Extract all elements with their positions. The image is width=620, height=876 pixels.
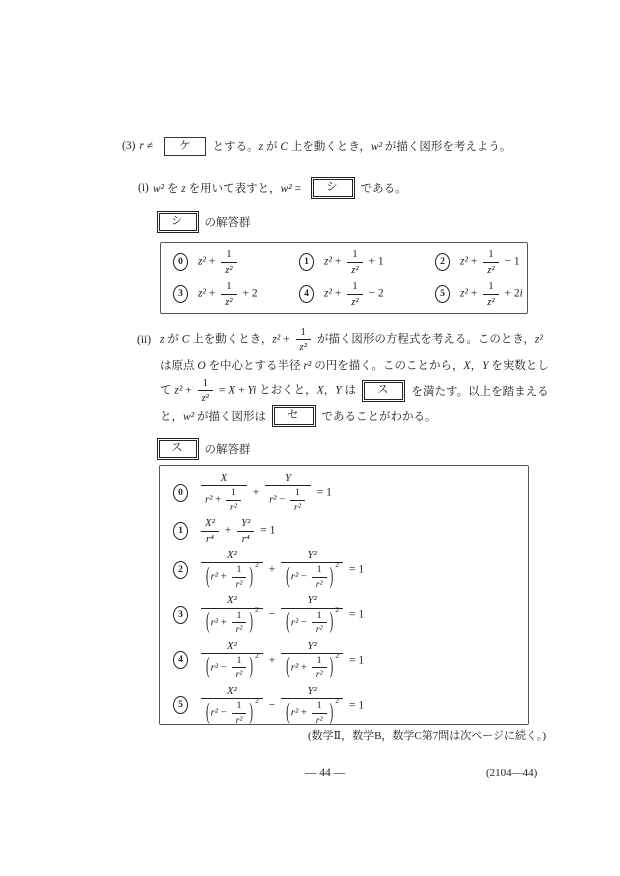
problem-3-line xyxy=(122,137,515,156)
option-row xyxy=(435,248,523,276)
option-expression: z² + $\frac{1}{\text{z²}}$ + 2 xyxy=(198,280,258,308)
shi-group-suffix: の解答群 xyxy=(204,216,251,229)
page-number: — 44 — xyxy=(304,767,346,779)
circled-number: 2 xyxy=(435,253,450,271)
shi-group-heading xyxy=(157,211,251,233)
continuation-note: (数学Ⅱ，数学B，数学C第7問は次ページに続く。) xyxy=(307,730,546,742)
answer-box-shi: シ xyxy=(311,177,355,199)
shi-options-grid xyxy=(161,243,527,313)
part-ii-line-1 xyxy=(137,326,549,354)
problem-3-label: (3) xyxy=(122,140,136,153)
option-expression: z² + $\frac{1}{\text{z²}}$ − 2 xyxy=(324,280,384,308)
option-expression: z² + $\frac{1}{\text{z²}}$ − 1 xyxy=(460,248,520,276)
part-i-label: (i) xyxy=(138,181,149,194)
shi-group-label-box: シ xyxy=(157,211,199,233)
option-row xyxy=(173,248,299,276)
option-row xyxy=(160,685,528,726)
answer-box-ke: ケ xyxy=(164,137,206,156)
su-group-heading xyxy=(157,438,251,460)
circled-number: 4 xyxy=(299,285,314,303)
part-i-text-post: である。 xyxy=(360,182,407,195)
circled-number: 1 xyxy=(173,522,188,540)
circled-number: 3 xyxy=(173,606,188,624)
answer-box-su: ス xyxy=(362,380,406,402)
circled-number: 0 xyxy=(173,484,188,502)
option-expression: X² (r² − $\frac{1}{\text{r²}}$ ) $^2$ − Y² (r² + $\frac{1}{\text{r²}}$ ) $^2$ = 1 xyxy=(198,685,364,726)
part-i-text: w² を z を用いて表すと，w² = xyxy=(152,182,302,195)
option-row xyxy=(160,640,528,681)
problem-3-condition: r ≠ xyxy=(139,140,154,153)
circled-number: 1 xyxy=(299,253,314,271)
circled-number: 0 xyxy=(173,253,188,271)
part-ii-text-2: は原点 O を中心とする半径 r² の円を描く。このことから，X，Y を実数とし xyxy=(160,360,549,373)
option-row xyxy=(160,549,528,590)
option-expression: $\frac{\text{X²}}{\text{r⁴}}$ + $\frac{\text{Y²}}{\text{r⁴}}$ = 1 xyxy=(198,517,275,545)
part-ii-label: (ii) xyxy=(137,333,152,346)
part-ii-line-2 xyxy=(137,354,549,377)
option-expression: X² (r² + $\frac{1}{\text{r²}}$ ) $^2$ + Y² (r² − $\frac{1}{\text{r²}}$ ) $^2$ = 1 xyxy=(198,549,364,590)
option-expression: z² + $\frac{1}{\text{z²}}$ + 2i xyxy=(460,280,523,308)
option-row xyxy=(299,280,435,308)
circled-number: 4 xyxy=(173,651,188,669)
option-expression: X r² + $\frac{1}{\text{r²}}$ + Y r² − $\frac{1}{\text{r²}}$ = 1 xyxy=(198,472,332,513)
circled-number: 5 xyxy=(173,696,188,714)
answer-box-se: セ xyxy=(272,405,316,427)
part-ii-text-3b: を満たす。以上を踏まえる xyxy=(411,385,549,398)
su-options-box xyxy=(159,465,529,725)
option-expression: X² (r² − $\frac{1}{\text{r²}}$ ) $^2$ + Y² (r² + $\frac{1}{\text{r²}}$ ) $^2$ = 1 xyxy=(198,640,364,681)
option-row xyxy=(160,517,528,545)
option-expression: z² + $\frac{1}{\text{z²}}$ + 1 xyxy=(324,248,384,276)
option-expression: z² + $\frac{1}{\text{z²}}$ xyxy=(198,248,240,276)
part-ii-line-4 xyxy=(137,405,549,428)
booklet-code: (2104—44) xyxy=(486,767,538,779)
option-row xyxy=(160,472,528,513)
option-expression: X² (r² + $\frac{1}{\text{r²}}$ ) $^2$ − Y² (r² − $\frac{1}{\text{r²}}$ ) $^2$ = 1 xyxy=(198,594,364,635)
option-row xyxy=(299,248,435,276)
circled-number: 3 xyxy=(173,285,188,303)
part-i-line xyxy=(138,177,411,199)
part-ii-text-4b: であることがわかる。 xyxy=(321,411,437,424)
part-ii-text-4a: と，w² が描く図形は xyxy=(160,411,266,424)
part-ii-text-3a: て z² + $\frac{1}{\text{z²}}$ = X + Yi とおくと，X，Y は xyxy=(160,376,356,405)
option-row xyxy=(173,280,299,308)
su-group-suffix: の解答群 xyxy=(204,443,251,456)
circled-number: 2 xyxy=(173,561,188,579)
option-row xyxy=(435,280,523,308)
su-group-label-box: ス xyxy=(157,438,199,460)
part-ii-paragraph xyxy=(137,326,549,428)
part-ii-line-3 xyxy=(137,377,549,405)
su-options-list xyxy=(160,466,528,732)
part-ii-text-1: z が C 上を動くとき，z² + $\frac{1}{\text{z²}}$ が描く図形の方程式を考える。このとき，z² xyxy=(160,326,543,354)
option-row xyxy=(160,594,528,635)
circled-number: 5 xyxy=(435,285,450,303)
shi-options-box xyxy=(160,242,528,314)
problem-3-text: とする。z が C 上を動くとき，w² が描く図形を考えよう。 xyxy=(212,141,512,154)
